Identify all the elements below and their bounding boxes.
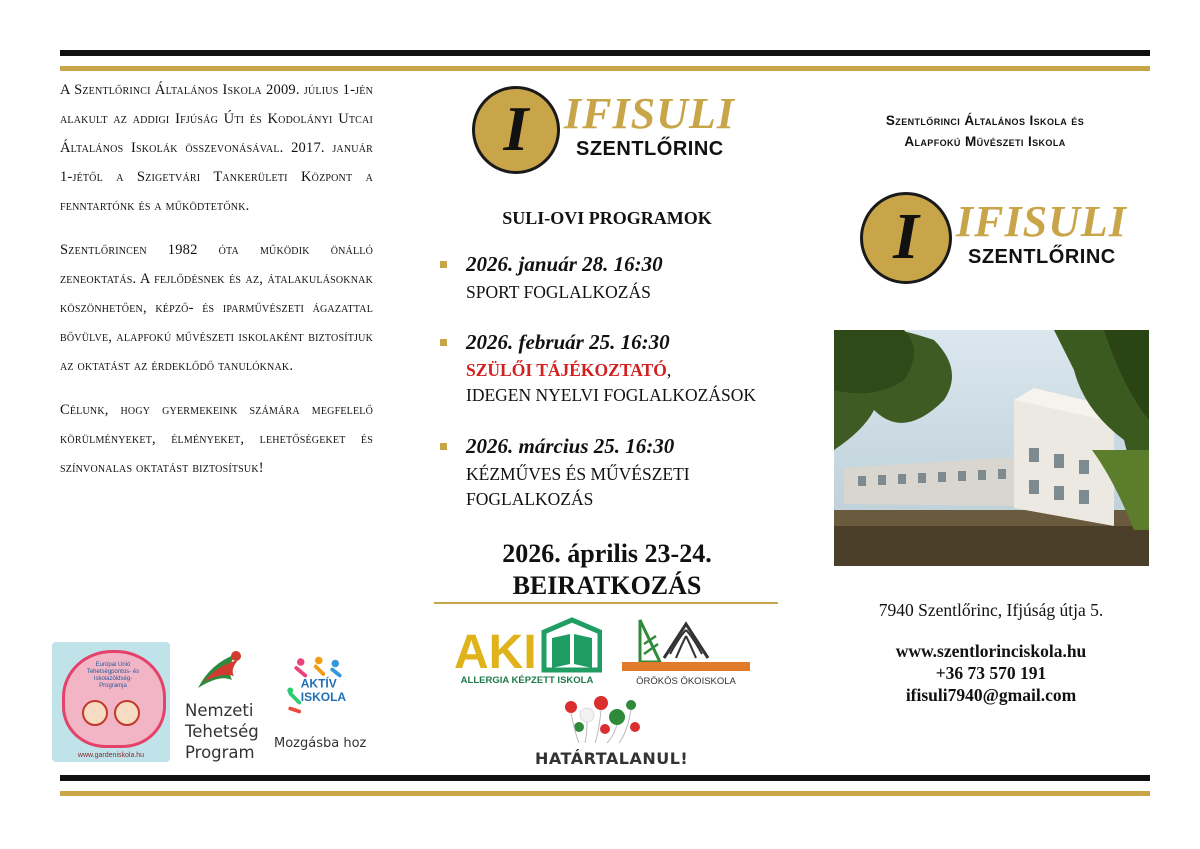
garden-logo-text: Európai Unió Tehetségpontos- és Iskolazöldség- Programja — [86, 662, 140, 689]
event-item — [440, 434, 780, 514]
school-building-image — [834, 330, 1149, 566]
top-black-rule — [60, 50, 1150, 56]
enrollment-date: 2026. április 23-24. — [502, 539, 712, 568]
ifisuli-subtitle: SZENTLŐRINC — [968, 246, 1116, 268]
event-date: 2026. március 25. 16:30 — [466, 434, 675, 458]
ifisuli-logo-right — [860, 192, 1127, 284]
intro-paragraph-3: Célunk, hogy gyermekeink számára megfelelő körülményeket, élményeket, lehetőségeket és színvonalas oktatást biztosítsuk! — [60, 402, 373, 476]
garden-logo-url: www.gardeniskola.hu — [77, 752, 145, 759]
school-address: 7940 Szentlőrinc, Ifjúság útja 5. — [878, 600, 1104, 620]
okoiskola-logo — [620, 614, 752, 690]
phone-number[interactable]: +36 73 570 191 — [935, 663, 1047, 683]
event-date: 2026. január 28. 16:30 — [466, 252, 663, 276]
ntp-flame-icon — [190, 648, 250, 696]
event-date: 2026. február 25. 16:30 — [466, 330, 670, 354]
aki-logo — [452, 614, 602, 686]
oko-caption: ÖRÖKÖS ÖKOISKOLA — [636, 676, 736, 687]
bullet-icon — [440, 443, 447, 450]
ifisuli-coin-icon — [860, 192, 952, 284]
ntp-line-3: Program — [185, 743, 255, 762]
contact-info — [830, 640, 1152, 706]
enrollment-divider — [434, 602, 778, 604]
event-highlight: SZÜLŐI TÁJÉKOZTATÓ — [466, 360, 667, 380]
hat-caption: HATÁRTALANUL! — [535, 749, 689, 768]
aki-book-icon — [452, 614, 602, 674]
event-item — [440, 252, 780, 302]
aktiv-figures-icon — [272, 656, 382, 716]
enrollment-title: BEIRATKOZÁS — [512, 571, 702, 600]
ntp-label — [185, 700, 259, 763]
school-name-line-1: Szentlőrinci Általános Iskola és — [885, 113, 1085, 128]
event-highlight-suffix: , — [666, 360, 672, 380]
programs-title: SULI-OVI PROGRAMOK — [502, 208, 712, 228]
top-gold-rule — [60, 66, 1150, 71]
event-description-line-1: KÉZMŰVES ÉS MŰVÉSZETI — [466, 464, 690, 484]
aki-caption: ALLERGIA KÉPZETT ISKOLA — [460, 675, 594, 686]
bullet-icon — [440, 261, 447, 268]
ntp-line-2: Tehetség — [185, 722, 259, 741]
enrollment-block — [434, 538, 780, 602]
event-item — [440, 330, 780, 410]
event-description-line-2: FOGLALKOZÁS — [466, 489, 594, 509]
aktiv-slogan: Mozgásba hoz — [274, 736, 367, 751]
school-name — [830, 110, 1140, 152]
event-description-line-2: IDEGEN NYELVI FOGLALKOZÁSOK — [466, 385, 757, 405]
ifisuli-letter: I — [893, 200, 919, 273]
bottom-black-rule — [60, 775, 1150, 781]
intro-paragraph-2: Szentlőrincen 1982 óta működik önálló zeneoktatás. A fejlődésnek és az, átalakulásoknak köszönhetően, képző- és iparművészeti ágazattal bővülve, alapfokú művészeti iskolaként biztosítjuk az oktatást az érdeklődő tanulóknak. — [60, 242, 373, 374]
website-link[interactable]: www.szentlorinciskola.hu — [895, 641, 1087, 661]
hatartalanul-logo — [535, 693, 689, 771]
balloons-icon — [535, 693, 665, 749]
ifisuli-logo-top — [472, 86, 735, 178]
partner-logos-left — [52, 642, 382, 764]
ifisuli-letter: I — [503, 93, 529, 164]
bottom-gold-rule — [60, 791, 1150, 796]
intro-paragraph-1: A Szentlőrinci Általános Iskola 2009. július 1-jén alakult az addigi Ifjúság Úti és Kodolányi Utcai Általános Iskolák összevonásával. 2017. január 1-jétől a Szigetvári Tankerületi Központ a fenntartónk és a működtetőnk. — [60, 82, 373, 214]
ifisuli-wordmark: IFISULI — [956, 197, 1127, 246]
child-face-icon — [82, 700, 108, 726]
email-address[interactable]: ifisuli7940@gmail.com — [905, 685, 1077, 705]
aki-letters: AKI — [454, 626, 537, 674]
school-building-photo — [834, 330, 1149, 566]
ifisuli-wordmark: IFISULI — [564, 89, 735, 138]
aktiv-line-2: ISKOLA — [300, 690, 347, 704]
aktiv-iskola-logo — [272, 656, 382, 764]
aktiv-line-1: AKTÍV — [300, 676, 337, 691]
bullet-icon — [440, 339, 447, 346]
event-description: SPORT FOGLALKOZÁS — [466, 282, 651, 302]
event-description-line-1 — [466, 358, 671, 383]
ntp-line-1: Nemzeti — [185, 701, 254, 720]
intro-text — [60, 76, 373, 498]
nemzeti-tehetseg-logo — [180, 648, 260, 764]
school-name-line-2: Alapfokú Művészeti Iskola — [904, 134, 1066, 149]
garden-school-logo — [52, 642, 170, 762]
ifisuli-coin-icon — [472, 86, 560, 174]
open-book-icon — [620, 614, 752, 674]
ifisuli-subtitle: SZENTLŐRINC — [576, 138, 724, 160]
child-face-icon — [114, 700, 140, 726]
